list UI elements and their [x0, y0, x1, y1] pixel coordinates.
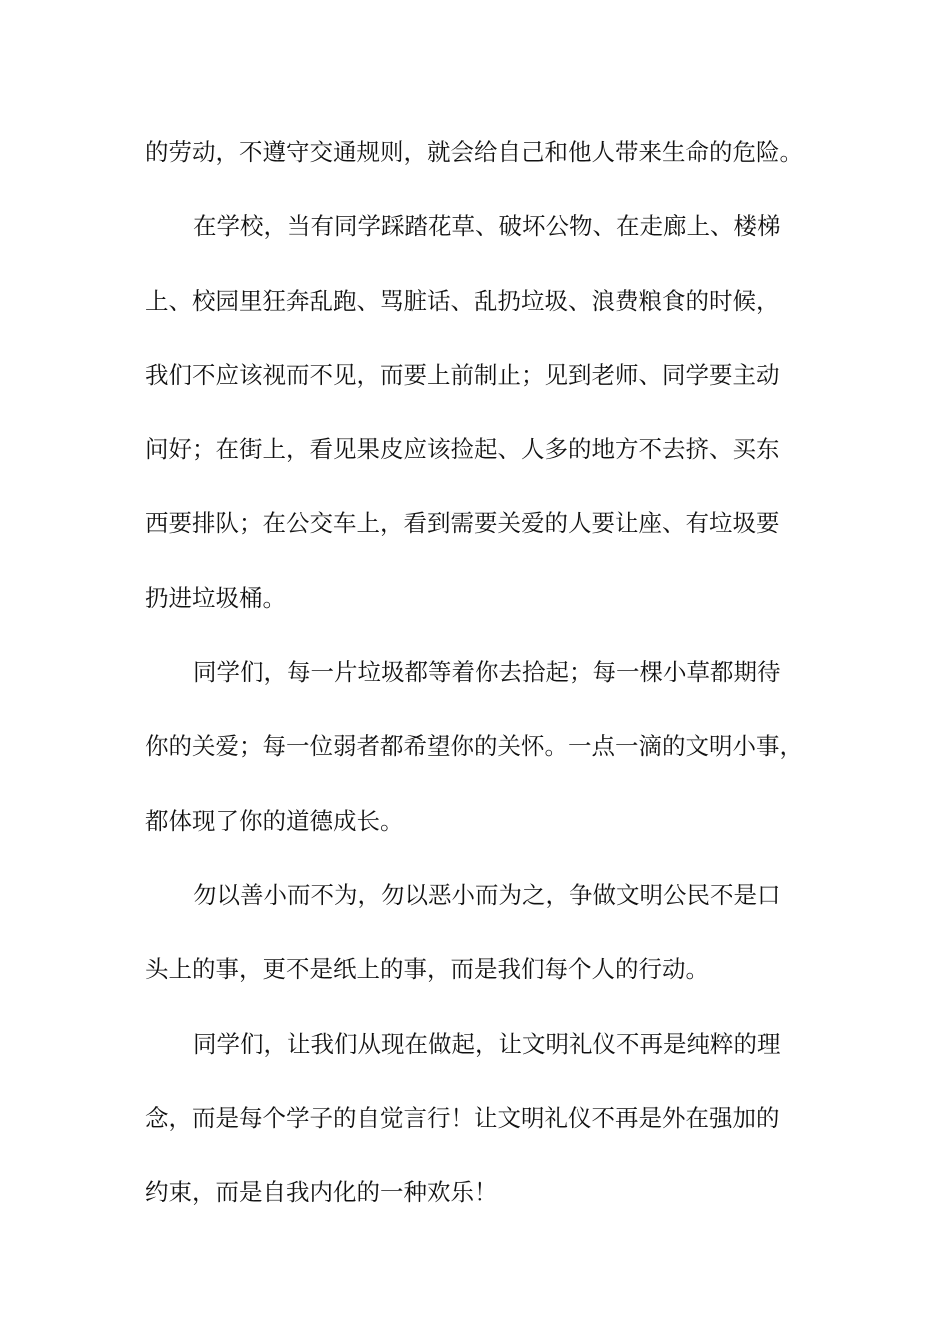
- text-line: 的劳动，不遵守交通规则，就会给自己和他人带来生命的危险。: [145, 138, 803, 166]
- text-line: 扔进垃圾桶。: [145, 584, 286, 612]
- text-line: 我们不应该视而不见，而要上前制止；见到老师、同学要主动: [145, 361, 780, 389]
- paragraph-first-line: 同学们，让我们从现在做起，让文明礼仪不再是纯粹的理: [193, 1030, 781, 1058]
- text-line: 念，而是每个学子的自觉言行！让文明礼仪不再是外在强加的: [145, 1104, 780, 1132]
- text-line: 你的关爱；每一位弱者都希望你的关怀。一点一滴的文明小事，: [145, 732, 803, 760]
- text-line: 西要排队；在公交车上，看到需要关爱的人要让座、有垃圾要: [145, 509, 780, 537]
- text-line: 问好；在街上，看见果皮应该捡起、人多的地方不去挤、买东: [145, 435, 780, 463]
- text-line: 约束，而是自我内化的一种欢乐！: [145, 1178, 498, 1206]
- paragraph-first-line: 在学校，当有同学踩踏花草、破坏公物、在走廊上、楼梯: [193, 212, 781, 240]
- paragraph-first-line: 同学们，每一片垃圾都等着你去拾起；每一棵小草都期待: [193, 658, 781, 686]
- text-line: 头上的事，更不是纸上的事，而是我们每个人的行动。: [145, 955, 709, 983]
- text-line: 上、校园里狂奔乱跑、骂脏话、乱扔垃圾、浪费粮食的时候，: [145, 287, 780, 315]
- paragraph-first-line: 勿以善小而不为，勿以恶小而为之，争做文明公民不是口: [193, 881, 781, 909]
- text-line: 都体现了你的道德成长。: [145, 807, 404, 835]
